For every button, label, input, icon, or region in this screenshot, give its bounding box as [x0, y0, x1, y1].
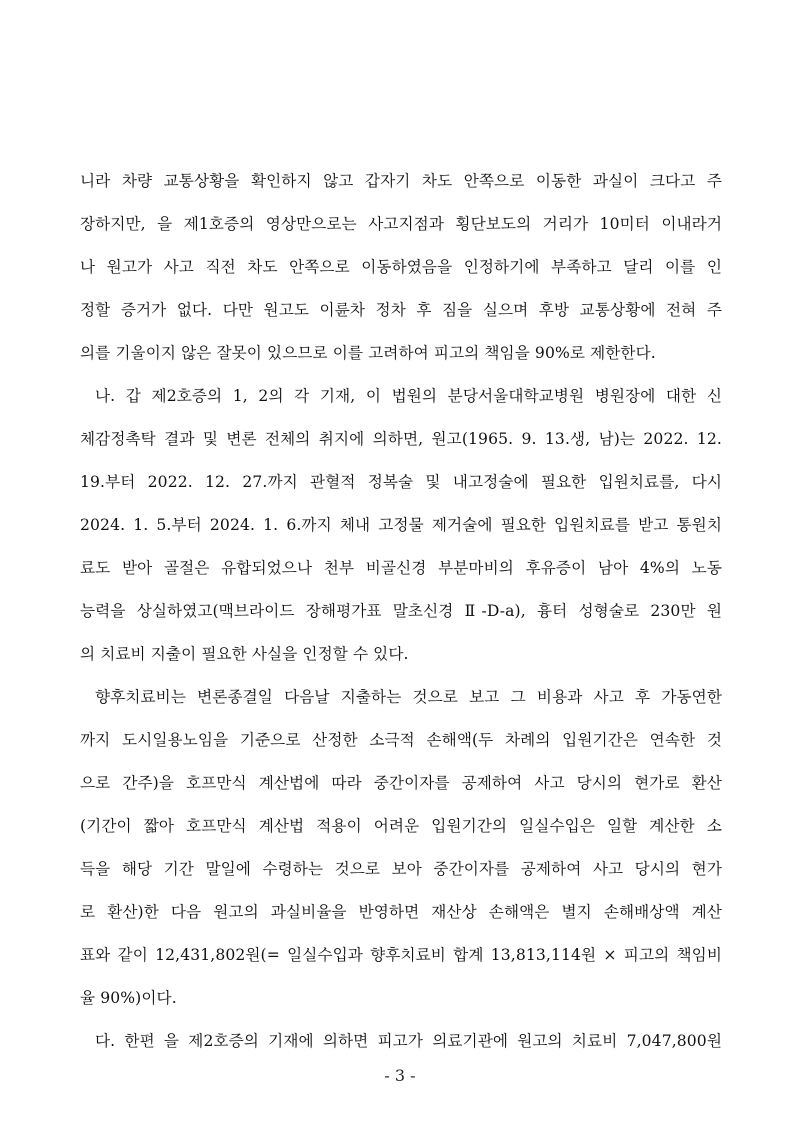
- text-line: 까지 도시일용노임을 기준으로 산정한 소극적 손해액(두 차례의 입원기간은 연속한 것: [80, 731, 722, 749]
- text-line: 체감정촉탁 결과 및 변론 전체의 취지에 의하면, 원고(1965. 9. 13.생, 남)는 2022. 12.: [80, 430, 722, 448]
- text-line: 득을 해당 기간 말일에 수령하는 것으로 보아 중간이자를 공제하여 사고 당시의 현가: [80, 860, 722, 878]
- text-line: 표와 같이 12,431,802원(= 일실수입과 향후치료비 합계 13,813,114원 × 피고의 책임비: [80, 946, 722, 964]
- text-line: (기간이 짧아 호프만식 계산법 적용이 어려운 입원기간의 일실수입은 일할 계산한 소: [80, 817, 722, 835]
- text-line: 니라 차량 교통상황을 확인하지 않고 갑자기 차도 안쪽으로 이동한 과실이 크다고 주: [80, 172, 722, 190]
- text-line: 으로 간주)을 호프만식 계산법에 따라 중간이자를 공제하여 사고 당시의 현가로 환산: [80, 774, 722, 792]
- paragraph-start-line: 나. 갑 제2호증의 1, 2의 각 기재, 이 법원의 분당서울대학교병원 병원장에 대한 신: [95, 387, 722, 405]
- text-line: 장하지만, 을 제1호증의 영상만으로는 사고지점과 횡단보도의 거리가 10미터 이내라거: [80, 215, 722, 233]
- text-line: 의 치료비 지출이 필요한 사실을 인정할 수 있다.: [80, 645, 409, 663]
- text-line: 율 90%)이다.: [80, 989, 177, 1007]
- page-number: - 3 -: [384, 1066, 416, 1085]
- text-line: 2024. 1. 5.부터 2024. 1. 6.까지 체내 고정물 제거술에 필요한 입원치료를 받고 통원치: [80, 516, 722, 534]
- text-line: 능력을 상실하였고(맥브라이드 장해평가표 말초신경 Ⅱ-D-a), 흉터 성형술로 230만 원: [80, 602, 722, 620]
- text-line: 료도 받아 골절은 유합되었으나 천부 비골신경 부분마비의 후유증이 남아 4%의 노동: [80, 559, 722, 577]
- text-line: 로 환산)한 다음 원고의 과실비율을 반영하면 재산상 손해액은 별지 손해배상액 계산: [80, 903, 722, 921]
- paragraph-start-line: 향후치료비는 변론종결일 다음날 지출하는 것으로 보고 그 비용과 사고 후 가동연한: [95, 688, 722, 706]
- text-line: 19.부터 2022. 12. 27.까지 관혈적 정복술 및 내고정술에 필요한 입원치료를, 다시: [80, 473, 722, 491]
- text-line: 의를 기울이지 않은 잘못이 있으므로 이를 고려하여 피고의 책임을 90%로 제한한다.: [80, 344, 656, 362]
- text-line: 나 원고가 사고 직전 차도 안쪽으로 이동하였음을 인정하기에 부족하고 달리 이를 인: [80, 258, 722, 276]
- paragraph-start-line: 다. 한편 을 제2호증의 기재에 의하면 피고가 의료기관에 원고의 치료비 7,047,800원: [95, 1032, 722, 1050]
- text-line: 정할 증거가 없다. 다만 원고도 이륜차 정차 후 짐을 실으며 후방 교통상황에 전혀 주: [80, 301, 722, 319]
